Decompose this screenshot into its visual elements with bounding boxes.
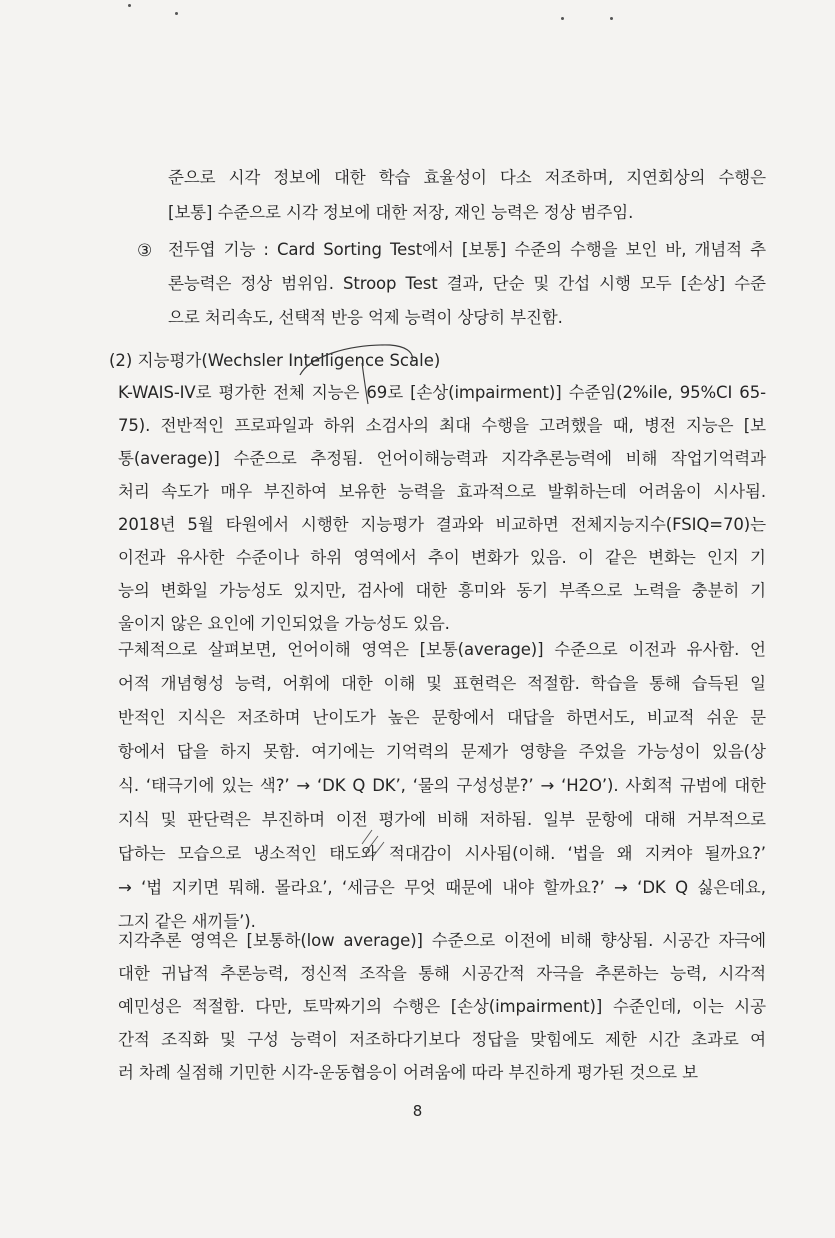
text-line: K-WAIS-IV로 평가한 전체 지능은 69로 [손상(impairment)] 수준임(2%ile, 95%CI 65- [118,383,766,402]
text-line: 지식 및 판단력은 부진하며 이전 평가에 비해 저하됨. 일부 문항에 대해 거부적으로 [118,810,766,829]
text-line: [보통] 수준으로 시각 정보에 대한 저장, 재인 능력은 정상 범주임. [168,203,634,222]
text-line: 구체적으로 살펴보면, 언어이해 영역은 [보통(average)] 수준으로 이전과 유사함. 언 [118,640,766,659]
text-line: 전두엽 기능 : Card Sorting Test에서 [보통] 수준의 수행을 보인 바, 개념적 추 [168,240,766,259]
text-line: → ‘법 지키면 뭐해. 몰라요’, ‘세금은 무엇 때문에 내야 할까요?’ → ‘DK Q 싫은데요, [118,878,766,897]
text-line: 반적인 지식은 저조하며 난이도가 높은 문항에서 대답을 하면서도, 비교적 쉬운 문 [118,708,766,727]
text-line: 답하는 모습으로 냉소적인 태도와 적대감이 시사됨(이해. ‘법을 왜 지켜야 될까요?’ [118,844,766,863]
section-heading: (2) 지능평가(Wechsler Intelligence Scale) [109,351,441,370]
scan-speck [610,17,613,20]
text-line: 러 차례 실점해 기민한 시각-운동협응이 어려움에 따라 부진하게 평가된 것으로 보 [118,1063,698,1082]
text-line: 어적 개념형성 능력, 어휘에 대한 이해 및 표현력은 적절함. 학습을 통해 습득된 일 [118,674,766,693]
page-number: 8 [412,1102,423,1120]
text-line: 울이지 않은 요인에 기인되었을 가능성도 있음. [118,614,450,633]
text-line: 준으로 시각 정보에 대한 학습 효율성이 다소 저조하며, 지연회상의 수행은 [168,168,766,187]
text-line: 예민성은 적절함. 다만, 토막짜기의 수행은 [손상(impairment)] 수준인데, 이는 시공 [118,997,766,1016]
text-line: 그지 같은 새끼들’). [118,912,256,931]
text-line: 항에서 답을 하지 못함. 여기에는 기억력의 문제가 영향을 주었을 가능성이 있음(상 [118,742,766,761]
text-line: 으로 처리속도, 선택적 반응 억제 능력이 상당히 부진함. [168,308,563,327]
text-line: 75). 전반적인 프로파일과 하위 소검사의 최대 수행을 고려했을 때, 병전 지능은 [보 [118,416,766,435]
text-line: 지각추론 영역은 [보통하(low average)] 수준으로 이전에 비해 향상됨. 시공간 자극에 [118,931,766,950]
text-line: 통(average)] 수준으로 추정됨. 언어이해능력과 지각추론능력에 비해 작업기억력과 [118,449,766,468]
item-marker: ③ [137,241,153,261]
text-line: 간적 조직화 및 구성 능력이 저조하다기보다 정답을 맞힘에도 제한 시간 초과로 여 [118,1030,766,1049]
text-line: 이전과 유사한 수준이나 하위 영역에서 추이 변화가 있음. 이 같은 변화는 인지 기 [118,548,766,567]
text-line: 2018년 5월 타원에서 시행한 지능평가 결과와 비교하면 전체지능지수(FSIQ=70)는 [118,515,766,534]
scan-speck [128,4,131,7]
text-line: 처리 속도가 매우 부진하여 보유한 능력을 효과적으로 발휘하는데 어려움이 시사됨. [118,482,766,501]
scan-speck [561,17,564,20]
scan-speck [175,12,178,15]
text-line: 론능력은 정상 범위임. Stroop Test 결과, 단순 및 간섭 시행 모두 [손상] 수준 [168,274,766,293]
text-line: 대한 귀납적 추론능력, 정신적 조작을 통해 시공간적 자극을 추론하는 능력, 시각적 [118,964,766,983]
text-line: 식. ‘태극기에 있는 색?’ → ‘DK Q DK’, ‘물의 구성성분?’ → ‘H2O’). 사회적 규범에 대한 [118,776,766,795]
text-line: 능의 변화일 가능성도 있지만, 검사에 대한 흥미와 동기 부족으로 노력을 충분히 기 [118,581,766,600]
